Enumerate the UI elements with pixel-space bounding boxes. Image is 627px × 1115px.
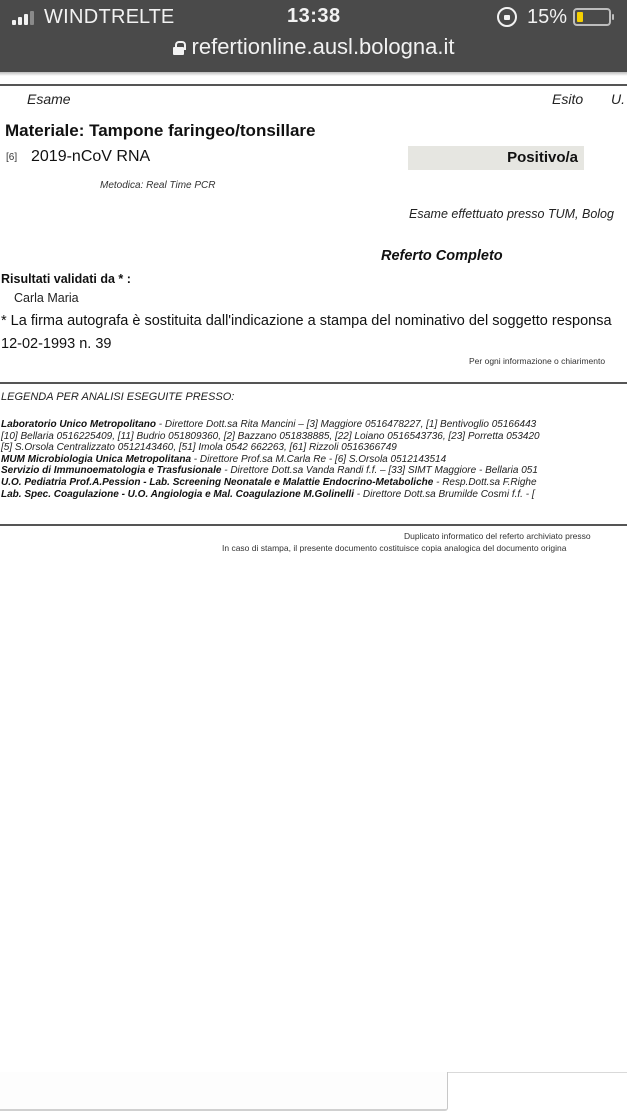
- footer-archive-note: Duplicato informatico del referto archiviato presso: [404, 531, 591, 541]
- rotation-lock-icon: [497, 7, 517, 27]
- signal-strength-icon: [12, 11, 34, 25]
- info-note: Per ogni informazione o chiarimento: [469, 356, 606, 366]
- validator-name: Carla Maria: [14, 291, 79, 305]
- clock: 13:38: [287, 5, 341, 27]
- legend-title: LEGENDA PER ANALISI ESEGUITE PRESSO:: [1, 391, 235, 403]
- legend-line: [10] Bellaria 0516225409, [11] Budrio 051809360, [2] Bazzano 051838885, [22] Loiano 0516543736, [23] Porretta 053420: [1, 430, 540, 442]
- divider: [0, 524, 627, 526]
- test-method: Metodica: Real Time PCR: [100, 180, 216, 191]
- network-type: LTE: [139, 6, 175, 28]
- address-bar[interactable]: [0, 34, 627, 64]
- carrier-name: WINDTRE: [44, 6, 140, 28]
- legend-line: U.O. Pediatria Prof.A.Pession - Lab. Screening Neonatale e Malattie Endocrino-Metaboliche - Resp.Dott.sa F.Righe: [1, 476, 537, 488]
- toolbar-shadow: [0, 72, 627, 76]
- url-text: refertionline.ausl.bologna.it: [191, 34, 455, 59]
- lock-icon: [173, 41, 184, 55]
- legend-line: [5] S.Orsola Centralizzato 0512143460, [51] Imola 0542 662263, [61] Rizzoli 0516366749: [1, 442, 397, 454]
- divider: [0, 84, 627, 86]
- report-status: Referto Completo: [381, 248, 503, 264]
- legend-list: [1, 419, 627, 500]
- lab-code: [6]: [6, 152, 18, 163]
- test-name: 2019-nCoV RNA: [31, 148, 151, 165]
- legend-line: Servizio di Immunoematologia e Trasfusionale - Direttore Dott.sa Vanda Randi f.f. – [33] SIMT Maggiore - Bellaria 051: [1, 465, 538, 477]
- law-reference: 12-02-1993 n. 39: [1, 336, 112, 352]
- legend-line: Laboratorio Unico Metropolitano - Direttore Dott.sa Rita Mancini – [3] Maggiore 0516478227, [1] Bentivoglio 05166443: [1, 419, 537, 430]
- column-header-unit: U.: [611, 91, 625, 107]
- bottom-panel[interactable]: [0, 1072, 448, 1111]
- legend-line: MUM Microbiologia Unica Metropolitana - Direttore Prof.sa M.Carla Re - [6] S.Orsola 0512143514: [1, 453, 447, 465]
- material-heading: Materiale: Tampone faringeo/tonsillare: [5, 121, 316, 140]
- divider: [0, 382, 627, 384]
- battery-icon: [573, 8, 611, 26]
- result-cell: [408, 146, 584, 170]
- battery-percent: 15%: [527, 6, 568, 28]
- status-bar: [0, 0, 627, 34]
- footer-print-note: In caso di stampa, il presente documento costituisce copia analogica del documento origina: [222, 543, 567, 553]
- signature-disclaimer: * La firma autografa è sostituita dall'indicazione a stampa del nominativo del soggetto responsa: [1, 313, 612, 329]
- test-result: Positivo/a: [507, 149, 578, 166]
- browser-top-bar: [0, 0, 627, 72]
- performed-at: Esame effettuato presso TUM, Bolog: [409, 207, 614, 221]
- validated-label: Risultati validati da * :: [1, 272, 131, 286]
- legend-line: Lab. Spec. Coagulazione - U.O. Angiologia e Mal. Coagulazione M.Golinelli - Direttore Dott.sa Brumilde Cosmi f.f. - [: [1, 488, 535, 500]
- column-header-exam: Esame: [27, 91, 71, 107]
- column-header-result: Esito: [552, 91, 584, 107]
